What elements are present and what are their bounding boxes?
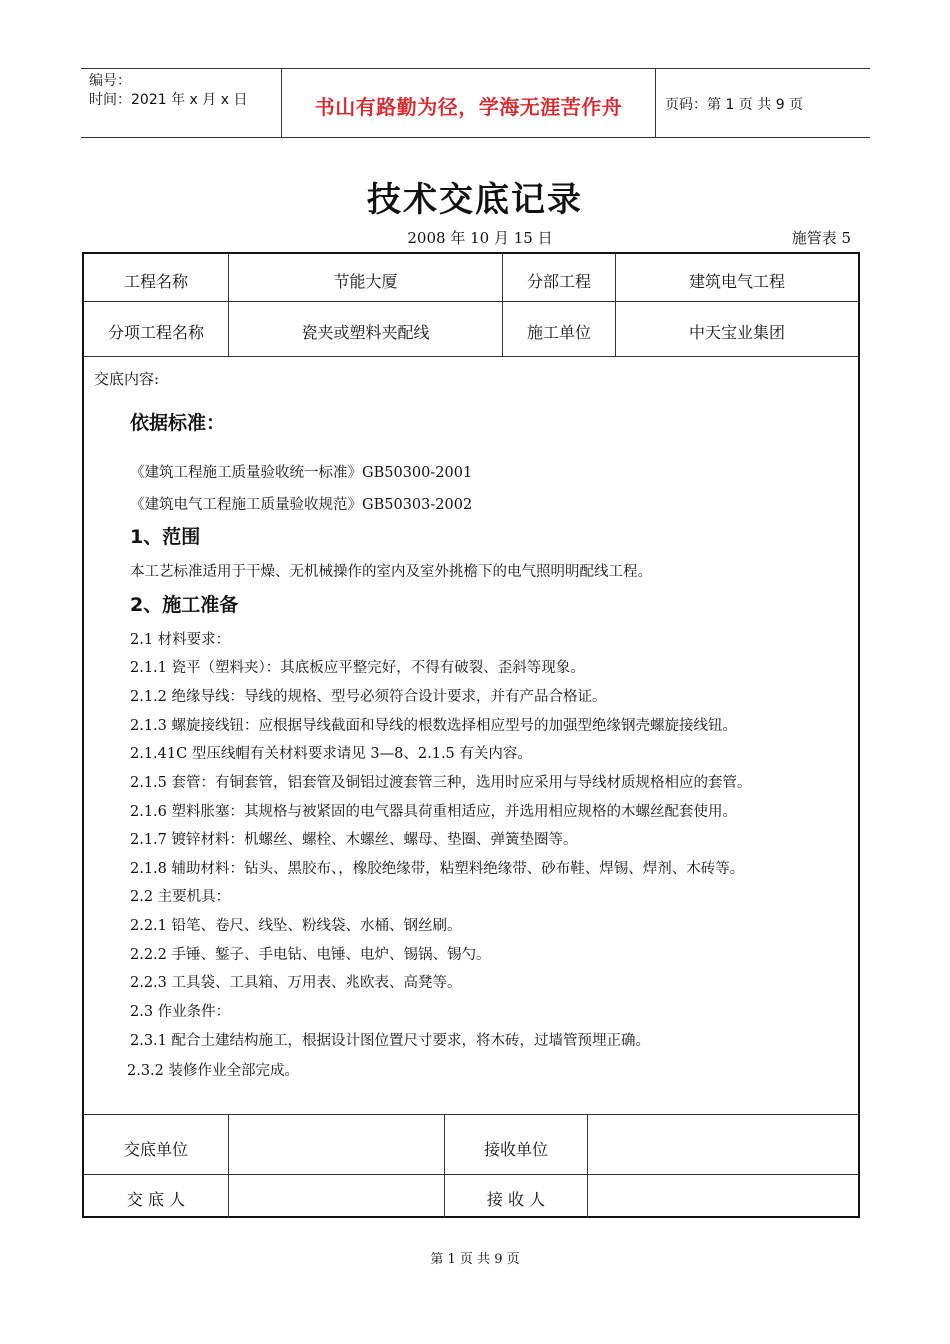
scope-heading: 1、范围 <box>130 526 201 548</box>
form-number: 施管表 5 <box>791 229 851 247</box>
prep-line: 2.1.3 螺旋接线钮：应根据导线截面和导线的根数选择相应型号的加强型绝缘钢壳螺旋接线钮。 <box>130 718 737 734</box>
division-label: 分部工程 <box>526 272 591 291</box>
record-table <box>82 252 860 1218</box>
prep-line: 2.2.1 铅笔、卷尺、线坠、粉线袋、水桶、钢丝刷。 <box>130 918 462 934</box>
doc-date: 2008 年 10 月 15 日 <box>407 229 553 247</box>
prep-line: 2.1.6 塑料胀塞：其规格与被紧固的电气器具荷重相适应，并选用相应规格的木螺丝配套使用。 <box>130 804 737 820</box>
basis-heading: 依据标准： <box>130 412 226 434</box>
basis-line: 《建筑工程施工质量验收统一标准》GB50300-2001 <box>130 465 473 481</box>
issuer-label: 交 底 人 <box>126 1190 186 1209</box>
doc-time: 时间：2021 年 x 月 x 日 <box>89 92 248 108</box>
receiver-label: 接 收 人 <box>486 1190 546 1209</box>
header-page-code: 页码：第 1 页 共 9 页 <box>665 97 804 113</box>
prep-line: 2.1.8 辅助材料：钻头、黑胶布、，橡胶绝缘带，粘塑料绝缘带、砂布鞋、焊锡、焊剂、木砖等。 <box>130 861 745 877</box>
receiver-unit-label: 接收单位 <box>483 1140 548 1159</box>
issuer-unit-label: 交底单位 <box>123 1140 188 1159</box>
prep-line: 2.1.7 镀锌材料：机螺丝、螺栓、木螺丝、螺母、垫圈、弹簧垫圈等。 <box>130 832 578 848</box>
col-divider <box>587 1114 588 1218</box>
prep-line: 2.2.3 工具袋、工具箱、万用表、兆欧表、高凳等。 <box>130 975 462 991</box>
row-divider <box>84 301 858 302</box>
scope-text: 本工艺标准适用于干燥、无机械操作的室内及室外挑檐下的电气照明明配线工程。 <box>130 564 652 580</box>
basis-line: 《建筑电气工程施工质量验收规范》GB50303-2002 <box>130 497 473 513</box>
header-meta <box>89 72 247 110</box>
prep-heading: 2、施工准备 <box>130 594 239 616</box>
content-label: 交底内容: <box>94 370 160 388</box>
prep-line: 2.1.2 绝缘导线：导线的规格、型号必须符合设计要求，并有产品合格证。 <box>130 689 607 705</box>
division-value: 建筑电气工程 <box>688 272 785 291</box>
unit-label: 施工单位 <box>526 323 591 342</box>
prep-line: 2.3 作业条件： <box>130 1004 231 1020</box>
row-divider <box>84 1174 858 1175</box>
header-motto: 书山有路勤为径，学海无涯苦作舟 <box>314 95 623 119</box>
prep-line: 2.3.1 配合土建结构施工，根据设计图位置尺寸要求，将木砖，过墙管预埋正确。 <box>130 1033 651 1049</box>
project-name-label: 工程名称 <box>123 272 188 291</box>
col-divider <box>228 1114 229 1218</box>
page-footer: 第 1 页 共 9 页 <box>430 1252 520 1267</box>
header-divider <box>655 69 656 137</box>
prep-line: 2.2 主要机具： <box>130 889 231 905</box>
header-box <box>81 68 870 138</box>
row-divider <box>84 356 858 357</box>
project-name-value: 节能大厦 <box>333 272 398 291</box>
doc-number-label: 编号： <box>89 73 131 89</box>
page-title: 技术交底记录 <box>367 180 583 220</box>
subitem-label: 分项工程名称 <box>107 323 204 342</box>
prep-line: 2.1.5 套管：有铜套管，铝套管及铜铝过渡套管三种，选用时应采用与导线材质规格相应的套管。 <box>130 775 752 791</box>
prep-line: 2.1.1 瓷平（塑料夹）：其底板应平整完好，不得有破裂、歪斜等现象。 <box>130 660 585 676</box>
prep-line: 2.1.41C 型压线帽有关材料要求请见 3—8、2.1.5 有关内容。 <box>130 746 532 762</box>
prep-line: 2.1 材料要求： <box>130 632 231 648</box>
prep-line: 2.3.2 装修作业全部完成。 <box>127 1063 300 1079</box>
prep-line: 2.2.2 手锤、錾子、手电钻、电锤、电炉、锡锅、锡勺。 <box>130 947 491 963</box>
unit-value: 中天宝业集团 <box>688 323 785 342</box>
subitem-value: 瓷夹或塑料夹配线 <box>301 323 430 342</box>
row-divider <box>84 1114 858 1115</box>
